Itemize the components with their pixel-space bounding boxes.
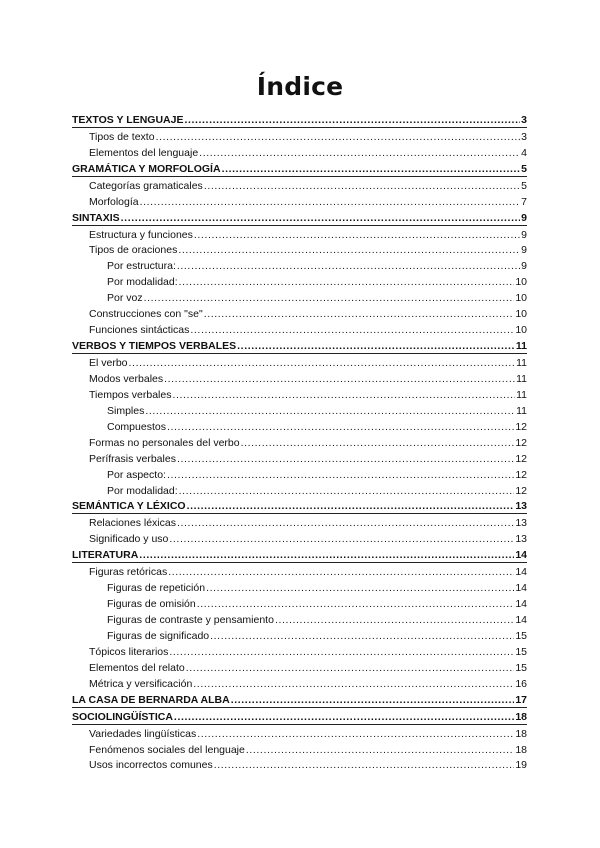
- toc-subsubsection-entry[interactable]: [72, 627, 527, 643]
- toc-subsection-entry[interactable]: [72, 242, 527, 258]
- dot-leader: [214, 759, 515, 772]
- dot-leader: [197, 598, 515, 611]
- toc-entry-label: Tipos de texto: [89, 130, 155, 143]
- dot-leader: [140, 196, 521, 209]
- dot-leader: [199, 147, 520, 160]
- dot-leader: [156, 131, 521, 144]
- toc-subsection-entry[interactable]: [72, 193, 527, 209]
- toc-entry-label: SINTAXIS: [72, 211, 120, 224]
- toc-entry-label: SEMÁNTICA Y LÉXICO: [72, 500, 186, 513]
- toc-entry-page-number: 10: [515, 276, 527, 289]
- toc-entry-page-number: 3: [521, 113, 527, 126]
- toc-entry-label: Por estructura:: [107, 260, 176, 273]
- toc-entry-page-number: 5: [521, 179, 527, 192]
- toc-section-entry[interactable]: [72, 160, 527, 177]
- toc-subsection-entry[interactable]: [72, 370, 527, 386]
- toc-entry-page-number: 13: [515, 533, 527, 546]
- toc-subsection-entry[interactable]: [72, 226, 527, 242]
- toc-subsection-entry[interactable]: [72, 144, 527, 160]
- toc-entry-label: Estructura y funciones: [89, 228, 193, 241]
- dot-leader: [179, 276, 515, 289]
- dot-leader: [237, 340, 515, 353]
- toc-entry-label: LA CASA DE BERNARDA ALBA: [72, 693, 230, 706]
- dot-leader: [204, 180, 520, 193]
- toc-entry-label: El verbo: [89, 357, 128, 369]
- dot-leader: [177, 453, 514, 466]
- toc-section-entry[interactable]: [72, 337, 527, 354]
- toc-subsection-entry[interactable]: [72, 563, 527, 579]
- toc-subsection-entry[interactable]: [72, 434, 527, 450]
- toc-entry-page-number: 10: [515, 292, 527, 305]
- dot-leader: [241, 437, 515, 450]
- toc-entry-label: Figuras de significado: [107, 629, 210, 642]
- dot-leader: [206, 582, 514, 595]
- toc-entry-label: VERBOS Y TIEMPOS VERBALES: [72, 340, 237, 353]
- toc-entry-label: Por voz: [107, 292, 143, 305]
- dot-leader: [177, 260, 520, 273]
- toc-subsection-entry[interactable]: [72, 757, 527, 773]
- toc-entry-page-number: 11: [515, 340, 527, 353]
- dot-leader: [167, 421, 514, 434]
- dot-leader: [139, 549, 514, 562]
- toc-subsubsection-entry[interactable]: [72, 273, 527, 289]
- toc-entry-label: Tipos de oraciones: [89, 244, 178, 257]
- toc-entry-page-number: 15: [515, 629, 527, 642]
- dot-leader: [178, 244, 520, 257]
- toc-entry-label: Significado y uso: [89, 533, 169, 546]
- toc-entry-page-number: 19: [515, 759, 527, 772]
- toc-entry-label: Variedades lingüísticas: [89, 727, 197, 740]
- dot-leader: [164, 373, 515, 386]
- toc-entry-page-number: 18: [515, 710, 527, 723]
- toc-entry-label: Figuras de omisión: [107, 598, 196, 611]
- toc-subsubsection-entry[interactable]: [72, 466, 527, 482]
- toc-entry-label: Elementos del lenguaje: [89, 146, 199, 159]
- toc-entry-label: Por modalidad:: [107, 484, 178, 497]
- toc-entry-label: Modos verbales: [89, 372, 164, 385]
- toc-entry-label: Figuras retóricas: [89, 566, 168, 579]
- toc-entry-page-number: 15: [515, 645, 527, 658]
- dot-leader: [186, 662, 515, 675]
- dot-leader: [184, 114, 520, 127]
- dot-leader: [174, 711, 514, 724]
- dot-leader: [172, 389, 515, 402]
- toc-subsection-entry[interactable]: [72, 725, 527, 741]
- dot-leader: [169, 533, 514, 546]
- toc-entry-page-number: 14: [515, 582, 527, 595]
- toc-entry-label: Usos incorrectos comunes: [89, 759, 213, 772]
- toc-entry-label: SOCIOLINGÜÍSTICA: [72, 710, 173, 723]
- toc-entry-label: Simples: [107, 404, 145, 417]
- toc-entry-label: Fenómenos sociales del lenguaje: [89, 743, 245, 756]
- toc-entry-page-number: 15: [515, 661, 527, 674]
- toc-entry-page-number: 17: [515, 693, 527, 706]
- dot-leader: [187, 500, 515, 513]
- toc-subsubsection-entry[interactable]: [72, 482, 527, 498]
- toc-entry-label: Relaciones léxicas: [89, 517, 176, 530]
- toc-entry-page-number: 13: [515, 517, 527, 530]
- toc-entry-page-number: 11: [516, 357, 527, 369]
- toc-subsubsection-entry[interactable]: [72, 402, 527, 418]
- toc-entry-page-number: 11: [516, 388, 527, 401]
- toc-entry-page-number: 11: [516, 372, 527, 385]
- toc-entry-label: Construcciones con "se": [89, 308, 203, 321]
- toc-subsection-entry[interactable]: [72, 530, 527, 546]
- toc-entry-page-number: 9: [521, 260, 527, 273]
- toc-entry-label: Elementos del relato: [89, 661, 185, 674]
- toc-subsection-entry[interactable]: [72, 321, 527, 337]
- dot-leader: [193, 678, 514, 691]
- toc-entry-page-number: 18: [515, 727, 527, 740]
- dot-leader: [145, 405, 515, 418]
- toc-entry-page-number: 3: [521, 130, 527, 143]
- dot-leader: [210, 630, 514, 643]
- toc-entry-label: Funciones sintácticas: [89, 324, 190, 337]
- toc-entry-label: Tiempos verbales: [89, 388, 172, 401]
- toc-entry-label: LITERATURA: [72, 549, 139, 562]
- dot-leader: [179, 485, 515, 498]
- toc-entry-page-number: 13: [515, 500, 527, 513]
- toc-entry-label: Por aspecto:: [107, 468, 166, 481]
- dot-leader: [204, 308, 515, 321]
- dot-leader: [197, 728, 514, 741]
- toc-entry-page-number: 12: [515, 452, 527, 465]
- toc-entry-page-number: 16: [515, 677, 527, 690]
- toc-entry-page-number: 9: [521, 244, 527, 257]
- toc-entry-label: Figuras de repetición: [107, 582, 206, 595]
- toc-entry-label: Morfología: [89, 195, 139, 208]
- toc-entry-page-number: 5: [521, 162, 527, 175]
- dot-leader: [222, 163, 521, 176]
- toc-entry-page-number: 14: [515, 614, 527, 626]
- toc-entry-label: Categorías gramaticales: [89, 179, 203, 192]
- dot-leader: [121, 212, 521, 225]
- table-of-contents: [72, 111, 527, 772]
- toc-subsection-entry[interactable]: [72, 305, 527, 321]
- toc-subsubsection-entry[interactable]: [72, 579, 527, 595]
- dot-leader: [246, 744, 514, 757]
- dot-leader: [129, 357, 516, 370]
- toc-section-entry[interactable]: [72, 498, 527, 515]
- toc-section-entry[interactable]: [72, 691, 527, 708]
- dot-leader: [190, 324, 514, 337]
- toc-subsubsection-entry[interactable]: [72, 595, 527, 611]
- dot-leader: [177, 517, 514, 530]
- toc-entry-page-number: 10: [515, 324, 527, 337]
- dot-leader: [194, 229, 520, 242]
- toc-entry-page-number: 12: [515, 484, 527, 497]
- toc-entry-label: Figuras de contraste y pensamiento: [107, 614, 274, 626]
- toc-entry-label: GRAMÁTICA Y MORFOLOGÍA: [72, 162, 221, 175]
- toc-entry-page-number: 10: [515, 308, 527, 321]
- toc-entry-page-number: 12: [515, 420, 527, 433]
- toc-section-entry[interactable]: [72, 111, 527, 128]
- dot-leader: [144, 292, 515, 305]
- toc-entry-label: Tópicos literarios: [89, 645, 169, 658]
- dot-leader: [167, 469, 514, 482]
- dot-leader: [231, 694, 515, 707]
- toc-subsubsection-entry[interactable]: [72, 611, 527, 627]
- toc-subsection-entry[interactable]: [72, 675, 527, 691]
- toc-entry-label: Por modalidad:: [107, 276, 178, 289]
- toc-section-entry[interactable]: [72, 546, 527, 563]
- toc-entry-page-number: 12: [515, 436, 527, 449]
- toc-subsection-entry[interactable]: [72, 643, 527, 659]
- toc-entry-label: Perífrasis verbales: [89, 452, 176, 465]
- toc-subsection-entry[interactable]: [72, 177, 527, 193]
- toc-subsubsection-entry[interactable]: [72, 418, 527, 434]
- toc-subsection-entry[interactable]: [72, 386, 527, 402]
- toc-subsection-entry[interactable]: [72, 354, 527, 370]
- toc-subsection-entry[interactable]: [72, 128, 527, 144]
- dot-leader: [169, 646, 514, 659]
- dot-leader: [168, 566, 514, 579]
- toc-entry-page-number: 9: [521, 211, 527, 224]
- toc-subsection-entry[interactable]: [72, 514, 527, 530]
- toc-subsection-entry[interactable]: [72, 741, 527, 757]
- toc-subsection-entry[interactable]: [72, 450, 527, 466]
- toc-entry-page-number: 4: [521, 146, 527, 159]
- toc-section-entry[interactable]: [72, 209, 527, 226]
- toc-entry-page-number: 14: [515, 566, 527, 579]
- toc-entry-page-number: 12: [515, 468, 527, 481]
- toc-subsubsection-entry[interactable]: [72, 289, 527, 305]
- page-title: Índice: [256, 72, 344, 101]
- toc-section-entry[interactable]: [72, 708, 527, 725]
- toc-subsubsection-entry[interactable]: [72, 257, 527, 273]
- toc-subsection-entry[interactable]: [72, 659, 527, 675]
- toc-entry-page-number: 7: [521, 195, 527, 208]
- toc-entry-page-number: 14: [515, 598, 527, 611]
- toc-entry-label: Compuestos: [107, 420, 166, 433]
- toc-entry-label: Formas no personales del verbo: [89, 436, 240, 449]
- toc-entry-label: Métrica y versificación: [89, 677, 193, 690]
- toc-entry-page-number: 18: [515, 743, 527, 756]
- toc-entry-label: TEXTOS Y LENGUAJE: [72, 113, 184, 126]
- toc-entry-page-number: 14: [515, 549, 527, 562]
- toc-entry-page-number: 9: [521, 228, 527, 241]
- toc-entry-page-number: 11: [516, 404, 527, 417]
- dot-leader: [275, 614, 514, 627]
